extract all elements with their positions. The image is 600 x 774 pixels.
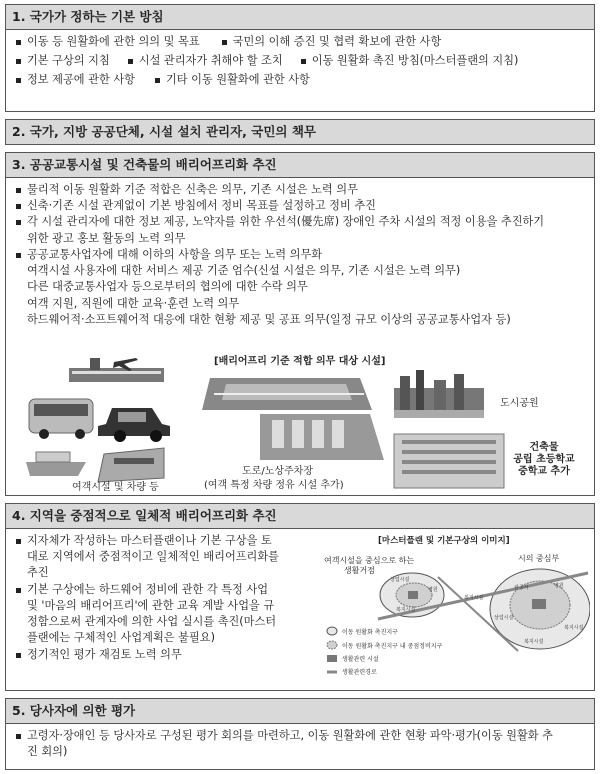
s5-bullet-1-line-1: 고령자·장애인 등 당사자로 구성된 평가 회의를 마련하고, 이동 원활화에 관한 현황 파악·평가(이동 원활화 추 [27,729,553,742]
section-4-title: 4. 지역을 중점적으로 일체적 배리어프리화 추진 [5,503,595,529]
s1-item-2: 국민의 이해 증진 및 협력 확보에 관한 사항 [222,34,442,50]
s3-sub-1: 여객시설 사용자에 대한 서비스 제공 기준 엄수(신설 시설은 의무, 기존 시설은 노력 의무) [27,264,461,278]
s3-bullet-4: 공공교통사업자에 대해 이하의 사항을 의무 또는 노력 의무화 [16,247,586,263]
caption-building-2: 공립 초등학교 [513,454,575,465]
s1-item-5: 이동 원활화 촉진 방침(마스터플랜의 지침) [301,53,519,69]
s3-bullet-1: 물리적 이동 원활화 기준 적합은 신축은 의무, 기존 시설은 노력 의무 [16,182,586,198]
s1-item-6: 정보 제공에 관한 사항 [16,72,135,88]
facility-illustration [14,354,592,492]
map-title: [마스터플랜 및 기본구상의 이미지] [378,536,510,546]
map-tag-4: 복지시설 [464,595,484,601]
section-1-body [5,30,595,112]
s4-bullet-3: 정기적인 평가 재검토 노력 의무 [16,647,316,663]
s5-bullet-1-line-2: 진 회의) [27,745,68,759]
s4-bullet-2 [16,582,316,647]
s1-item-3: 기본 구상의 지침 [16,53,110,69]
map-tag-9: 복지시설 [524,639,544,645]
train-image [98,448,164,482]
ship-image [26,452,86,476]
s3-bullet-3 [16,214,586,246]
caption-road-2: (여객 특정 차량 정유 시설 추가) [204,480,344,491]
legend-4: 생활관련경로 [342,669,377,676]
map-tag-6: 병원 [554,583,564,589]
caption-road-1: 도로/노상주차장 [242,466,313,477]
figure-title: [배리어프리 기준 적합 의무 대상 시설] [214,356,386,367]
s1-item-7: 기타 이동 원활화에 관한 사항 [155,72,310,88]
s3-bullet-3-line-1: 각 시설 관리자에 대한 정보 제공, 노약자를 위한 우선석(優先席) 장애인 주차 시설의 적정 이용을 추진하기 [27,215,545,229]
legend-facility-icon [327,655,337,662]
caption-vehicle: 여객시설 및 차량 등 [72,482,159,492]
map-label-right: 시의 중심부 [518,554,560,563]
s1-item-1: 이동 등 원활화에 관한 의의 및 목표 [16,34,200,50]
building-image [394,434,504,488]
airport-terminal-image [69,358,164,382]
section-2-title: 2. 국가, 지방 공공단체, 시설 설치 관리자, 국민의 책무 [5,119,595,145]
s4-bullet-1-line-1: 지자체가 작성하는 마스터플랜이나 기본 구상을 토 [27,534,272,547]
section-4-body [5,529,595,691]
s4-bullet-1-line-2: 대로 지역에서 중점적이고 일체적인 배리어프리화를 [27,550,279,564]
taxi-image [98,408,170,442]
s3-sub-2: 다른 대중교통사업자 등으로부터의 협의에 대한 수락 의무 [27,280,308,294]
map-tag-3: 복지시설 [396,607,416,613]
legend-3: 생활관련 시설 [342,656,379,663]
s3-sub-3: 여객 지원, 직원에 대한 교육·훈련 노력 의무 [27,296,240,310]
section-3-title: 3. 공공교통시설 및 건축물의 배리어프리화 추진 [5,152,595,178]
map-tag-7: 관공서 [514,585,529,591]
caption-building-1: 건축물 [529,442,559,453]
legend-focus-zone-icon [327,641,337,649]
map-tag-5: 상업시설 [494,615,514,621]
s1-item-4: 시설 관리자가 취해야 할 조치 [128,53,283,69]
city-park-image [394,370,484,418]
section-1-title: 1. 국가가 정하는 기본 방침 [5,4,595,30]
section-3-body [5,178,595,496]
map-tag-1: 상업시설 [390,577,410,583]
s3-sub-4: 하드웨어적·소프트웨어적 대응에 대한 현황 제공 및 공표 의무(일정 규모 이상의 공공교통사업자 등) [27,312,511,326]
s4-bullet-2-line-3: 정함으로써 관계자에 의한 사업 실시를 촉진(마스터 [27,615,277,629]
road-image [202,378,372,410]
map-tag-8: 복지시설 [564,625,584,631]
map-tag-2: 병원 [428,587,438,593]
caption-park: 도시공원 [500,398,539,409]
s4-bullet-2-line-4: 플랜에는 구체적인 사업계획은 불필요) [27,631,215,645]
section-5-title: 5. 당사자에 의한 평가 [5,698,595,724]
caption-building-3: 중학교 추가 [518,466,570,477]
s4-bullet-2-line-1: 기본 구상에는 하드웨어 정비에 관한 각 특정 사업 [27,582,269,596]
bus-image [29,399,93,439]
parking-lot-image [260,414,384,460]
s5-bullet-1 [16,728,586,760]
legend-1: 이동 원활화 촉진지구 [342,629,398,636]
s4-bullet-1-line-3: 추진 [27,566,49,580]
s3-bullet-2: 신축·기존 시설 관계없이 기본 방침에서 정비 목표를 설정하고 정비 추진 [16,198,586,214]
map-label-left-1: 여객시설을 중심으로 하는 [324,556,415,565]
legend-2: 이동 원활화 촉진지구 내 중점정비지구 [342,643,443,650]
s3-bullet-3-line-2: 위한 광고 홍보 활동의 노력 의무 [27,231,186,245]
section-5-body [5,724,595,770]
map-label-left-2: 생활거점 [344,566,375,575]
legend-zone-icon [327,627,337,635]
s4-bullet-2-line-2: 및 '마음의 배리어프리'에 관한 교육 계발 사업을 규 [27,598,275,612]
s4-bullet-1 [16,533,316,582]
master-plan-map [318,533,590,683]
